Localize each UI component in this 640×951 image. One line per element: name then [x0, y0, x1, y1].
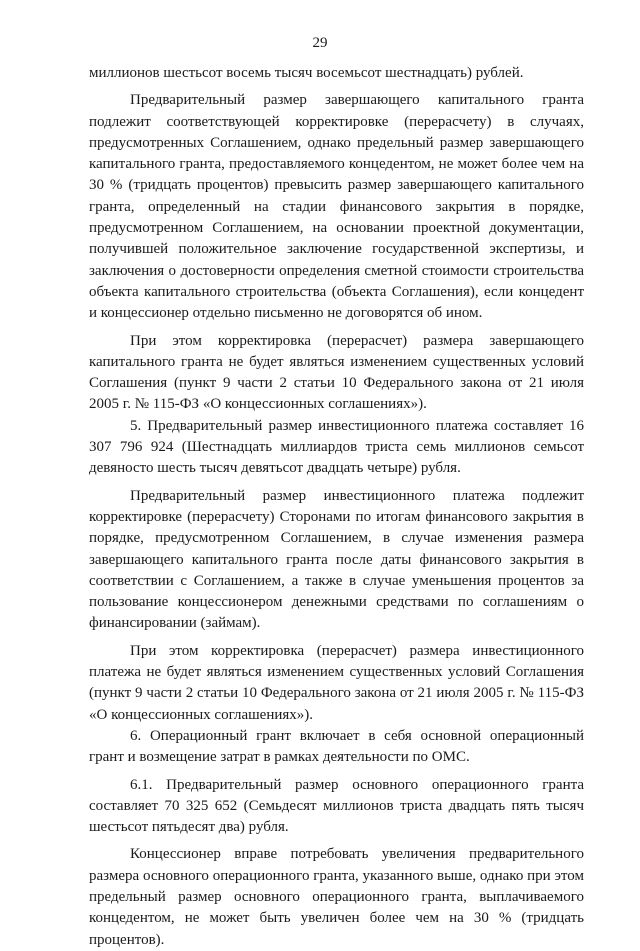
paragraph-main-operational-grant-amount: 6.1. Предварительный размер основного операционного гранта составляет 70 325 652 (Семьдесят миллионов триста двадцать пять тысяч шестьсот пятьдесят два) рубля.: [89, 776, 584, 836]
page-number: 29: [312, 35, 328, 51]
paragraph-investment-payment-not-essential-change: При этом корректировка (перерасчет) размера инвестиционного платежа не будет являться изменением существенных условий Соглашения (пункт 9 части 2 статьи 10 Федерального закона от 21 июля 2005 г. № 115-ФЗ «О концессионных соглашениях»).: [89, 642, 584, 723]
paragraph-capital-grant-adjustment: Предварительный размер завершающего капитального гранта подлежит соответствующей корректировке (перерасчету) в случаях, предусмотренных Соглашением, однако предельный размер завершающего капитального гранта, предоставляемого концедентом, не может более чем на 30 % (тридцать процентов) превысить размер завершающего капитального гранта, определенный на стадии финансового закрытия в порядке, предусмотренном Соглашением, на основании проектной документации, получившей положительное заключение государственной экспертизы, и заключения о достоверности определения сметной стоимости строительства объекта капитального строительства (объекта Соглашения), если концедент и концессионер отдельно письменно не договорятся об ином.: [89, 92, 584, 322]
paragraph-main-operational-grant-increase: Концессионер вправе потребовать увеличения предварительного размера основного операционного гранта, указанного выше, однако при этом предельный размер основного операционного гранта, выплачиваемого концедентом, не может быть увеличен более чем на 30 % (тридцать процентов).: [89, 846, 584, 948]
paragraph-continuation: миллионов шестьсот восемь тысяч восемьсот шестнадцать) рублей.: [89, 65, 524, 81]
paragraph-operational-grant: 6. Операционный грант включает в себя основной операционный грант и возмещение затрат в рамках деятельности по ОМС.: [89, 727, 584, 766]
paragraph-capital-grant-not-essential-change: При этом корректировка (перерасчет) размера завершающего капитального гранта не будет являться изменением существенных условий Соглашения (пункт 9 части 2 статьи 10 Федерального закона от 21 июля 2005 г. № 115-ФЗ «О концессионных соглашениях»).: [89, 332, 584, 413]
paragraph-investment-payment-amount: 5. Предварительный размер инвестиционного платежа составляет 16 307 796 924 (Шестнадцать миллиардов триста семь миллионов семьсот девяносто шесть тысяч девятьсот двадцать четыре) рубля.: [89, 417, 584, 477]
paragraph-investment-payment-adjustment: Предварительный размер инвестиционного платежа подлежит корректировке (перерасчету) Сторонами по итогам финансового закрытия в порядке, предусмотренном Соглашением, в случае изменения размера завершающего капитального гранта после даты финансового закрытия в соответствии с Соглашением, а также в случае уменьшения процентов за пользование концессионером денежными средствами по соглашениям о финансировании (займам).: [89, 487, 584, 632]
document-body: [89, 63, 584, 951]
